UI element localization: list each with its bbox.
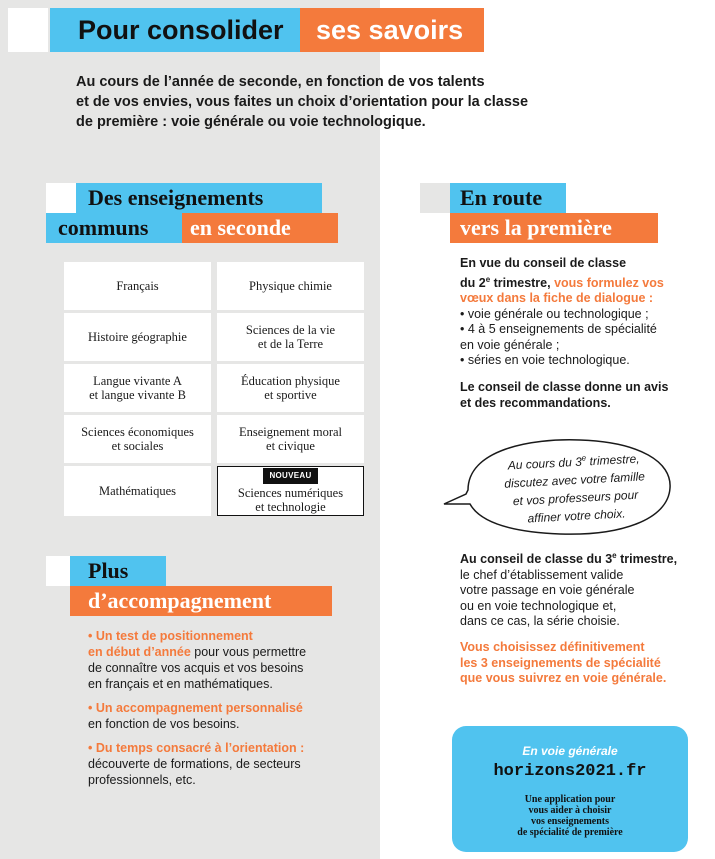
section-square: [46, 183, 76, 213]
section-square: [420, 183, 450, 213]
new-badge: NOUVEAU: [263, 468, 317, 484]
subject-cell: Histoire géographie: [64, 313, 211, 361]
route-paragraph-1: En vue du conseil de classe du 2e trimestre, vous formulez vos vœux dans la fiche de dialogue : • voie générale ou technologique ; • 4 à 5 enseignements de spécialité en voie générale ; • séries en voie technologique.: [460, 256, 664, 368]
section-title-enseignements: Des enseignements: [76, 183, 322, 213]
subject-cell: Mathématiques: [64, 466, 211, 516]
section-title-seconde: en seconde: [182, 213, 338, 243]
app-label: En voie générale: [522, 744, 618, 758]
app-promo-card[interactable]: [452, 726, 688, 852]
list-item: • Du temps consacré à l’orientation : découverte de formations, de secteurs professionnels, etc.: [88, 741, 305, 787]
section-title-route: En route: [450, 183, 566, 213]
route-paragraph-4: Vous choisissez définitivement les 3 enseignements de spécialité que vous suivrez en voie générale.: [460, 640, 667, 685]
section-title-premiere: vers la première: [450, 213, 658, 243]
subject-cell-new: NOUVEAU Sciences numériques et technologie: [217, 466, 364, 516]
subject-cell: Sciences économiques et sociales: [64, 415, 211, 463]
header-square: [8, 8, 48, 52]
list-item: • Un accompagnement personnalisé en fonction de vos besoins.: [88, 701, 303, 731]
subject-cell: Français: [64, 262, 211, 310]
app-description: Une application pour vous aider à choisir vos enseignements de spécialité de première: [517, 794, 623, 838]
subject-cell: Sciences de la vie et de la Terre: [217, 313, 364, 361]
subject-cell: Éducation physique et sportive: [217, 364, 364, 412]
subject-cell: Enseignement moral et civique: [217, 415, 364, 463]
section-square: [46, 556, 70, 586]
page-title-part2: ses savoirs: [300, 8, 484, 52]
route-paragraph-2: Le conseil de classe donne un avis et des recommandations.: [460, 380, 669, 410]
list-item: • Un test de positionnement en début d’année pour vous permettre de connaître vos acquis et vos besoins en français et en mathématiques.: [88, 629, 307, 691]
bubble-text: Au cours du 3e trimestre, discutez avec votre famille et vos professeurs pour affiner votre choix.: [503, 451, 646, 526]
section-title-accompagnement: d’accompagnement: [70, 586, 332, 616]
page-title-part1: Pour consolider: [50, 8, 300, 52]
intro-paragraph: Au cours de l’année de seconde, en fonction de vos talents et de vos envies, vous faites un choix d’orientation pour la classe de première : voie générale ou voie technologique.: [76, 74, 529, 130]
subject-cell: Physique chimie: [217, 262, 364, 310]
app-site-link[interactable]: horizons2021.fr: [493, 762, 647, 781]
section-title-communs: communs: [46, 213, 182, 243]
accompagnement-list: [88, 628, 368, 796]
section-title-plus: Plus: [70, 556, 166, 586]
route-paragraph-3: Au conseil de classe du 3e trimestre, le chef d’établissement valide votre passage en voie générale ou en voie technologique et, dans ce cas, la série choisie.: [460, 551, 678, 629]
subject-cell: Langue vivante A et langue vivante B: [64, 364, 211, 412]
